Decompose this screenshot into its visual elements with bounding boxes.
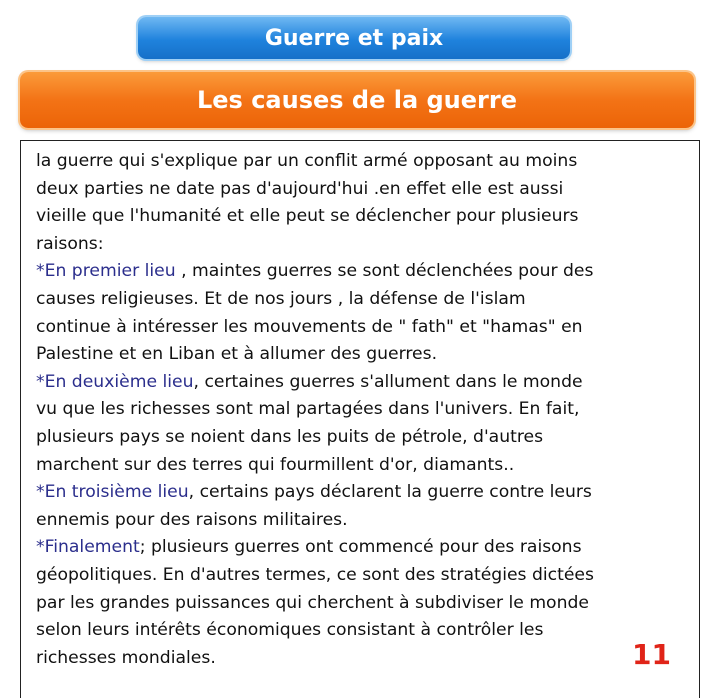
paragraph-4-line: par les grandes puissances qui cherchent à subdiviser le monde: [36, 592, 589, 613]
paragraph-2-line: plusieurs pays se noient dans les puits de pétrole, d'autres: [36, 426, 544, 447]
paragraph-1-line: Palestine et en Liban et à allumer des guerres.: [36, 344, 438, 365]
paragraph-2-keyword: En deuxième lieu: [44, 371, 194, 392]
intro-line: deux parties ne date pas d'aujourd'hui .en effet elle est aussi: [36, 178, 564, 199]
paragraph-1-marker: *: [36, 261, 45, 282]
intro-line: raisons:: [36, 233, 104, 254]
page-number: 11: [632, 638, 671, 671]
paragraph-4-line: selon leurs intérêts économiques consistant à contrôler les: [36, 620, 544, 641]
paragraph-3-marker: *: [36, 482, 45, 503]
paragraph-2-first-line: [36, 369, 676, 397]
title-banner: [138, 17, 570, 59]
paragraph-4-first-line: [36, 534, 676, 562]
paragraph-3-line: ennemis pour des raisons militaires.: [36, 509, 348, 530]
paragraph-4-marker: *: [36, 537, 45, 558]
paragraph-3-first-line: [36, 479, 676, 507]
paragraph-4-line: géopolitiques. En d'autres termes, ce sont des stratégies dictées: [36, 564, 594, 585]
paragraph-2-rest: , certaines guerres s'allument dans le monde: [193, 371, 583, 392]
intro-line: vieille que l'humanité et elle peut se déclencher pour plusieurs: [36, 206, 579, 227]
paragraph-1-first-line: [36, 258, 676, 286]
paragraph-4-rest: ; plusieurs guerres ont commencé pour des raisons: [139, 537, 582, 558]
paragraph-1-line: continue à intéresser les mouvements de " fath" et "hamas" en: [36, 316, 583, 337]
paragraph-2-line: vu que les richesses sont mal partagées dans l'univers. En fait,: [36, 399, 580, 420]
paragraph-3-rest: , certains pays déclarent la guerre contre leurs: [188, 482, 592, 503]
body-text: [36, 148, 676, 672]
page-title: Guerre et paix: [264, 25, 444, 51]
paragraph-1-keyword: En premier lieu: [44, 261, 176, 282]
paragraph-1-rest: , maintes guerres se sont déclenchées pour des: [175, 261, 594, 282]
intro-line: la guerre qui s'explique par un conflit armé opposant au moins: [36, 151, 578, 171]
section-subtitle: Les causes de la guerre: [196, 86, 517, 114]
paragraph-2-line: marchent sur des terres qui fourmillent d'or, diamants..: [36, 454, 515, 475]
paragraph-3-keyword: En troisième lieu: [44, 482, 189, 503]
paragraph-1-line: causes religieuses. Et de nos jours , la défense de l'islam: [36, 288, 526, 309]
paragraph-4-line: richesses mondiales.: [36, 647, 216, 668]
subtitle-banner: [20, 72, 694, 128]
paragraph-2-marker: *: [36, 371, 45, 392]
paragraph-4-keyword: Finalement: [44, 537, 140, 558]
